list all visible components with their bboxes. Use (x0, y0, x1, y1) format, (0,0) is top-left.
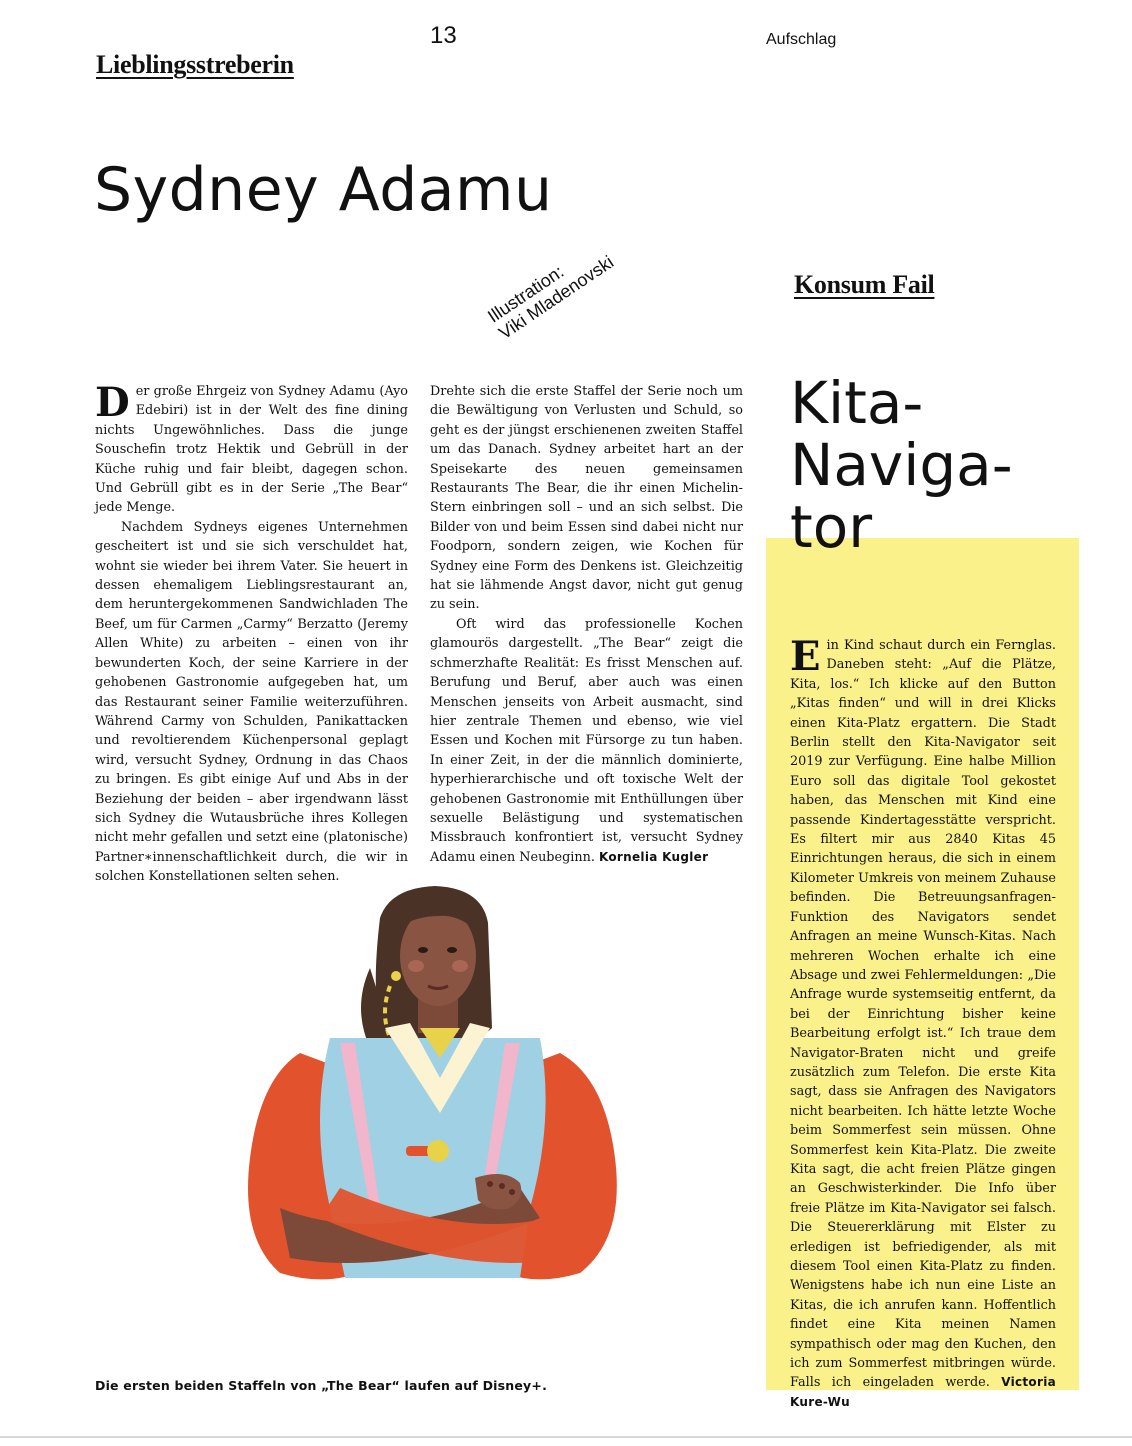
page-bottom-edge (0, 1436, 1132, 1438)
paragraph: Drehte sich die erste Staffel der Serie noch um die Bewältigung von Verlusten und Schuld, so geht es der jüngst erschienenen zweiten Staffel um das Danach. Sydney arbeitet hart an der Speisekarte des neuen gemeinsamen Restaurants The Bear, die ihr einen Michelin-Stern einbringen soll – und an sich selbst. Die Bilder von und beim Essen sind dabei nicht nur Foodporn, sondern zeigen, wie Kochen für Sydney eine Form des Denkens ist. Gleichzeitig hat sie lähmende Angst davor, nicht gut genug zu sein. (430, 384, 743, 613)
paragraph-text: er große Ehrgeiz von Sydney Adamu (Ayo Edebiri) ist in der Welt des fine dining nichts Ungewöhnliches. Dass die junge Souschefin trotz Hektik und Gebrüll in der Küche ruhig und fair bleibt, dagegen schon. Und Gebrüll gibt es in der Serie „The Bear“ jede Menge. (95, 384, 408, 516)
rubric-konsum-fail: Konsum Fail (794, 270, 935, 299)
article-column-3 (790, 633, 1056, 1412)
portrait-illustration (220, 878, 640, 1308)
illustration-credit: Illustration: Viki Mladenovski (484, 251, 618, 344)
article-column-1 (95, 379, 408, 887)
rubric-lieblingsstreberin: Lieblingsstreberin (96, 50, 294, 79)
image-caption: Die ersten beiden Staffeln von „The Bear“ laufen auf Disney+. (95, 1378, 548, 1393)
paragraph-text: in Kind schaut durch ein Fernglas. Daneben steht: „Auf die Plätze, Kita, los.“ Ich klicke auf den Button „Kitas finden“ und will in drei Klicks einen Kita-Platz ergattern. Die Stadt Berlin stellt den Kita-Navigator seit 2019 zur Verfügung. Eine halbe Million Euro soll das digitale Tool gekostet haben, das Menschen mit Kind eine passende Kindertagesstätte verspricht. Es filtert mir aus 2840 Kitas 45 Einrichtungen heraus, die sich in einem Kilometer Umkreis von meinem Zuhause befinden. Die Betreuungsanfragen-Funktion des Navigators sendet Anfragen an meine Wunsch-Kitas. Nach mehreren Wochen erhalte ich eine Absage und zwei Fehlermeldungen: „Die Anfrage wurde systemseitig entfernt, da bei der Einrichtung bisher keine Bearbeitung erfolgt ist.“ Ich traue dem Navigator-Braten nicht und greife zusätzlich zum Telefon. Die erste Kita sagt, dass sie Anfragen des Navigators nicht bearbeiten. Ich hätte letzte Woche beim Sommerfest sein müssen. Ohne Sommerfest kein Kita-Platz. Die zweite Kita sagt, die acht freien Plätze gingen an Geschwisterkinder. Die Info über freie Plätze im Kita-Navigator sei falsch. Die Steuererklärung mit Elster zu erledigen ist befriedigender, als mit diesem Tool einen Kita-Platz zu finden. Wenigstens habe ich nun eine Liste an Kitas, die ich anrufen kann. Hoffentlich findet eine Kita meinen Namen sympathisch oder mag den Kuchen, den ich zum Sommerfest mitbringen würde. Falls ich eingeladen werde. (790, 638, 1056, 1391)
byline: Kornelia Kugler (599, 849, 709, 864)
dropcap: E (790, 633, 821, 680)
headline-kita-navigator: Kita- Naviga- tor (790, 369, 1013, 561)
paragraph (430, 615, 743, 867)
headline-sydney-adamu: Sydney Adamu (94, 155, 553, 225)
paragraph (790, 633, 1056, 1412)
paragraph (95, 379, 408, 518)
page-number: 13 (430, 22, 457, 49)
section-label: Aufschlag (766, 31, 837, 48)
paragraph-text: Oft wird das professionelle Kochen glamourös dargestellt. „The Bear“ zeigt die schmerzhafte Realität: Es frisst Menschen auf. Berufung und Beruf, aber auch was einen Menschen jenseits von Arbeit ausmacht, sind hier zentrale Themen und ebenso, wie viel Essen und Kochen mit Fürsorge zu tun haben. In einer Zeit, in der die männlich dominierte, hyperhierarchische und oft toxische Welt der gehobenen Gastronomie mit Enthüllungen über sexuelle Belästigung und systematischen Missbrauch konfrontiert ist, versucht Sydney Adamu einen Neubeginn. (430, 616, 743, 865)
paragraph: Nachdem Sydneys eigenes Unternehmen gescheitert ist und sie sich verschuldet hat, wohnt sie wieder bei ihrem Vater. Sie heuert in dessen ehemaligem Lieblingsrestaurant an, dem heruntergekommenen Sandwichladen The Beef, um für Carmen „Carmy“ Berzatto (Jeremy Allen White) zu arbeiten – einen von ihr bewunderten Koch, der seine Karriere in der gehobenen Gastronomie aufgegeben hat, um das Restaurant seiner Familie weiterzuführen. Während Carmy von Schulden, Panikattacken und revoltierendem Küchenpersonal geplagt wird, versucht Sydney, Ordnung in das Chaos zu bringen. Es gibt einige Auf und Abs in der Beziehung der beiden – aber irgendwann lässt sich Sydney die Wutausbrüche ihres Kollegen nicht mehr gefallen und setzt eine (platonische) Partner∗innenschaftlichkeit durch, die wir in solchen Konstellationen selten sehen. (95, 519, 408, 885)
byline: Victoria Kure-Wu (790, 1375, 1056, 1409)
article-column-2 (430, 382, 743, 867)
dropcap: D (95, 379, 130, 426)
